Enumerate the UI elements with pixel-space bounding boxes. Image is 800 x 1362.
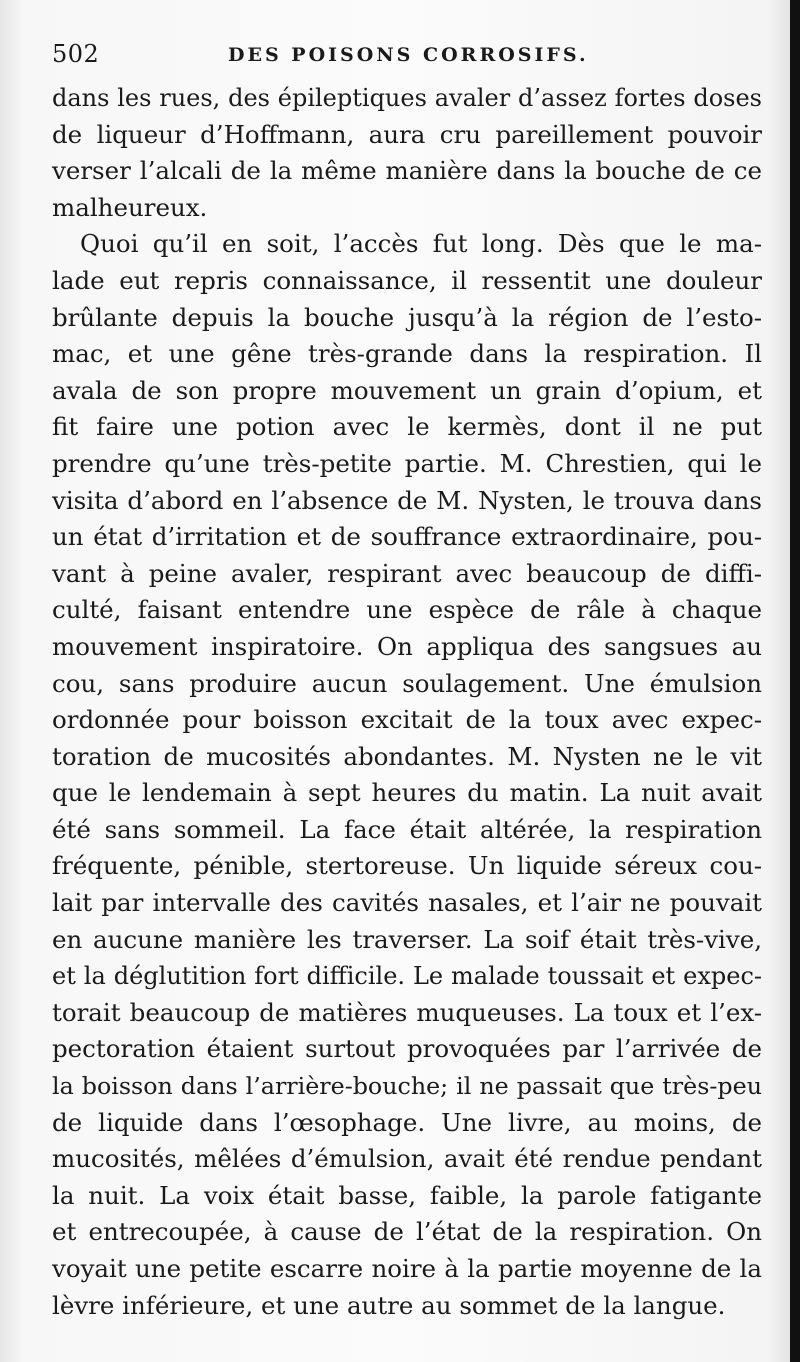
text-line: de liqueur d’Hoffmann, aura cru pareillement pouvoir xyxy=(52,119,762,149)
text-line: prendre qu’une très-petite partie. M. Chrestien, qui le xyxy=(52,448,762,478)
text-line: mac, et une gêne très-grande dans la respiration. Il xyxy=(52,339,762,369)
text-line: lèvre inférieure, et une autre au sommet de la langue. xyxy=(52,1290,726,1320)
text-line: et entrecoupée, à cause de l’état de la respiration. On xyxy=(52,1217,762,1247)
text-line: lade eut repris connaissance, il ressentit une douleur xyxy=(52,265,762,295)
text-line: dans les rues, des épileptiques avaler d’assez fortes doses xyxy=(52,84,762,112)
text-line: mucosités, mêlées d’émulsion, avait été rendue pendant xyxy=(52,1144,762,1174)
text-line: avala de son propre mouvement un grain d’opium, et xyxy=(52,375,762,405)
text-line: en aucune manière les traverser. La soif était très-vive, xyxy=(52,924,762,954)
text-line: torait beaucoup de matières muqueuses. La toux et l’ex- xyxy=(52,997,762,1027)
text-line: la nuit. La voix était basse, faible, la parole fatigante xyxy=(52,1180,762,1210)
text-line: et la déglutition fort difficile. Le malade toussait et expec- xyxy=(52,962,762,991)
text-line: lait par intervalle des cavités nasales, et l’air ne pouvait xyxy=(52,888,762,918)
page-number: 502 xyxy=(52,40,100,68)
text-line: la boisson dans l’arrière-bouche; il ne passait que très-peu xyxy=(52,1072,762,1101)
paragraph-start-line: Quoi qu’il en soit, l’accès fut long. Dès que le ma- xyxy=(80,229,762,259)
text-line: ordonnée pour boisson excitait de la toux avec expec- xyxy=(52,705,762,735)
text-line: fit faire une potion avec le kermès, dont il ne put xyxy=(52,412,762,442)
text-line: que le lendemain à sept heures du matin. La nuit avait xyxy=(52,778,762,808)
page-edge-shadow xyxy=(790,0,800,1362)
text-line: brûlante depuis la bouche jusqu’à la région de l’esto- xyxy=(52,302,762,332)
text-line: toration de mucosités abondantes. M. Nysten ne le vit xyxy=(52,741,762,771)
text-line: culté, faisant entendre une espèce de râle à chaque xyxy=(52,595,762,625)
text-line: de liquide dans l’œsophage. Une livre, au moins, de xyxy=(52,1107,762,1137)
text-line: visita d’abord en l’absence de M. Nysten, le trouva dans xyxy=(52,485,762,515)
text-line: été sans sommeil. La face était altérée, la respiration xyxy=(52,814,762,844)
page-header xyxy=(52,40,752,74)
text-line: fréquente, pénible, stertoreuse. Un liquide séreux cou- xyxy=(52,851,762,881)
text-line: malheureux. xyxy=(52,192,208,222)
text-line: pectoration étaient surtout provoquées par l’arrivée de xyxy=(52,1034,762,1064)
text-line: mouvement inspiratoire. On appliqua des sangsues au xyxy=(52,631,762,661)
text-line: verser l’alcali de la même manière dans la bouche de ce xyxy=(52,156,762,186)
running-head: DES POISONS CORROSIFS. xyxy=(228,44,589,66)
text-line: voyait une petite escarre noire à la partie moyenne de la xyxy=(52,1254,762,1283)
text-line: cou, sans produire aucun soulagement. Une émulsion xyxy=(52,668,762,698)
text-line: un état d’irritation et de souffrance extraordinaire, pou- xyxy=(52,522,762,552)
text-line: vant à peine avaler, respirant avec beaucoup de diffi- xyxy=(52,558,762,588)
body-text xyxy=(52,80,762,1324)
